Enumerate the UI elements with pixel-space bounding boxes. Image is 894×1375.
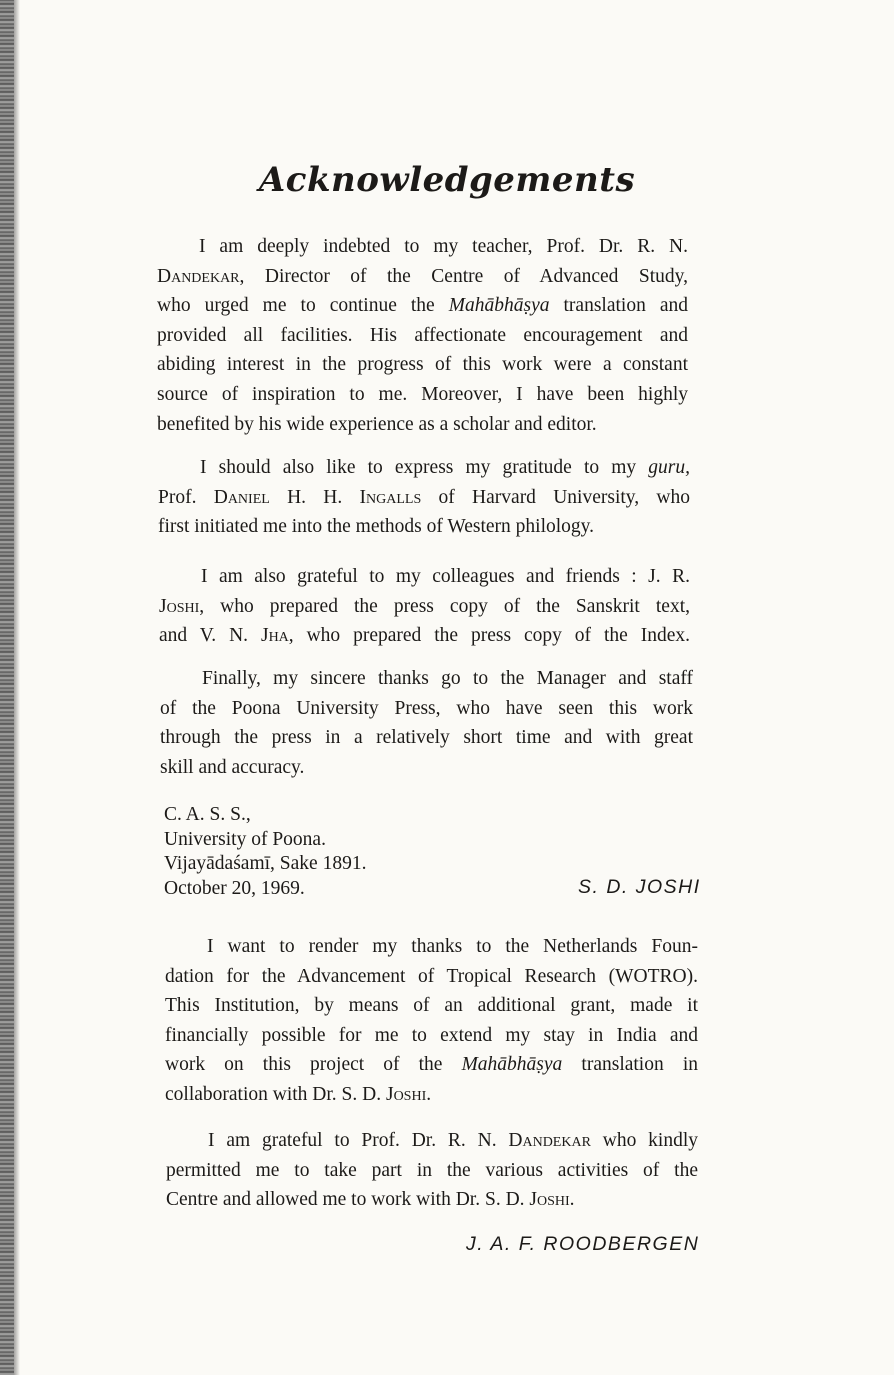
text-fragment: . bbox=[426, 1083, 432, 1105]
address-block bbox=[164, 803, 366, 901]
text-line: Finally, my sincere thanks go to the Manager and staff bbox=[202, 668, 693, 689]
text-line: first initiated me into the methods of Western philology. bbox=[158, 516, 595, 538]
text-fragment: translation in bbox=[562, 1054, 698, 1076]
text-line bbox=[159, 621, 690, 651]
text-line: of the Poona University Press, who have seen this work bbox=[160, 697, 693, 719]
signature-joshi: S. D. JOSHI bbox=[578, 876, 701, 898]
address-line: University of Poona. bbox=[164, 828, 326, 850]
text-fragment: I am grateful to Prof. Dr. R. N. bbox=[208, 1130, 509, 1151]
text-fragment: , who prepared the press copy of the Index. bbox=[288, 625, 690, 647]
title-mahabhasya: Mahābhāṣya bbox=[448, 295, 550, 317]
text-line: I am deeply indebted to my teacher, Prof. Dr. R. N. bbox=[199, 236, 688, 257]
text-fragment: , Director of the Centre of Advanced Study, bbox=[239, 265, 688, 287]
paragraph-colleagues bbox=[159, 562, 690, 651]
text-line bbox=[166, 1185, 698, 1215]
page-title: Acknowledgements bbox=[258, 160, 636, 200]
text-fragment: who kindly bbox=[590, 1130, 698, 1151]
text-line bbox=[159, 592, 690, 622]
text-line: permitted me to take part in the various activities of the bbox=[166, 1159, 698, 1181]
text-fragment: work on this project of the bbox=[165, 1054, 462, 1076]
text-fragment: I should also like to express my gratitude to my bbox=[200, 457, 649, 478]
paragraph-centre bbox=[166, 1126, 698, 1215]
name-dandekar: Dandekar bbox=[157, 265, 240, 287]
binding-shadow bbox=[14, 0, 20, 1375]
paragraph-press bbox=[160, 664, 693, 782]
text-line bbox=[166, 1126, 698, 1156]
text-line: through the press in a relatively short time and with great bbox=[160, 727, 693, 749]
signature-roodbergen: J. A. F. ROODBERGEN bbox=[466, 1233, 700, 1255]
name-joshi: Joshi bbox=[385, 1083, 427, 1105]
paragraph-ingalls bbox=[158, 453, 690, 542]
text-fragment: of Harvard University, who bbox=[421, 486, 690, 508]
text-fragment: collaboration with Dr. S. D. bbox=[165, 1083, 386, 1105]
text-line: abiding interest in the progress of this work were a constant bbox=[157, 354, 688, 376]
text-line: I am also grateful to my colleagues and friends : J. R. bbox=[201, 566, 690, 587]
text-fragment: Centre and allowed me to work with Dr. S. D. bbox=[166, 1189, 530, 1211]
address-line: Vijayādaśamī, Sake 1891. bbox=[164, 853, 367, 874]
text-line: skill and accuracy. bbox=[160, 756, 305, 778]
text-fragment: Prof. bbox=[158, 486, 214, 508]
title-mahabhasya: Mahābhāṣya bbox=[461, 1054, 563, 1076]
text-fragment: , who prepared the press copy of the Sanskrit text, bbox=[199, 595, 690, 617]
name-joshi: Joshi bbox=[159, 595, 200, 617]
text-fragment: translation and bbox=[549, 295, 688, 317]
text-line bbox=[157, 291, 688, 321]
text-line: benefited by his wide experience as a scholar and editor. bbox=[157, 413, 597, 435]
paragraph-wotro bbox=[165, 932, 698, 1110]
text-line bbox=[165, 1050, 698, 1080]
text-fragment: and V. N. bbox=[159, 625, 261, 647]
text-line: dation for the Advancement of Tropical Research (WOTRO). bbox=[165, 965, 698, 987]
text-line: provided all facilities. His affectionate encouragement and bbox=[157, 324, 688, 346]
address-date: October 20, 1969. bbox=[164, 877, 305, 899]
name-ingalls: Daniel H. H. Ingalls bbox=[213, 486, 422, 508]
paragraph-dandekar bbox=[157, 232, 688, 439]
name-joshi: Joshi bbox=[529, 1189, 570, 1211]
name-dandekar: Dandekar bbox=[508, 1130, 591, 1151]
word-guru: guru, bbox=[648, 457, 690, 478]
text-line bbox=[157, 262, 688, 292]
book-binding-edge bbox=[0, 0, 14, 1375]
text-line bbox=[165, 1080, 698, 1110]
address-line: C. A. S. S., bbox=[164, 804, 251, 825]
text-line: I want to render my thanks to the Netherlands Foun- bbox=[207, 936, 698, 957]
text-line bbox=[158, 453, 690, 483]
text-line: financially possible for me to extend my stay in India and bbox=[165, 1024, 698, 1046]
text-fragment: who urged me to continue the bbox=[157, 295, 449, 317]
text-line: source of inspiration to me. Moreover, I have been highly bbox=[157, 383, 688, 405]
text-line: This Institution, by means of an additional grant, made it bbox=[165, 995, 698, 1017]
text-fragment: . bbox=[569, 1189, 575, 1211]
text-line bbox=[158, 483, 690, 513]
name-jha: Jha bbox=[260, 625, 289, 647]
